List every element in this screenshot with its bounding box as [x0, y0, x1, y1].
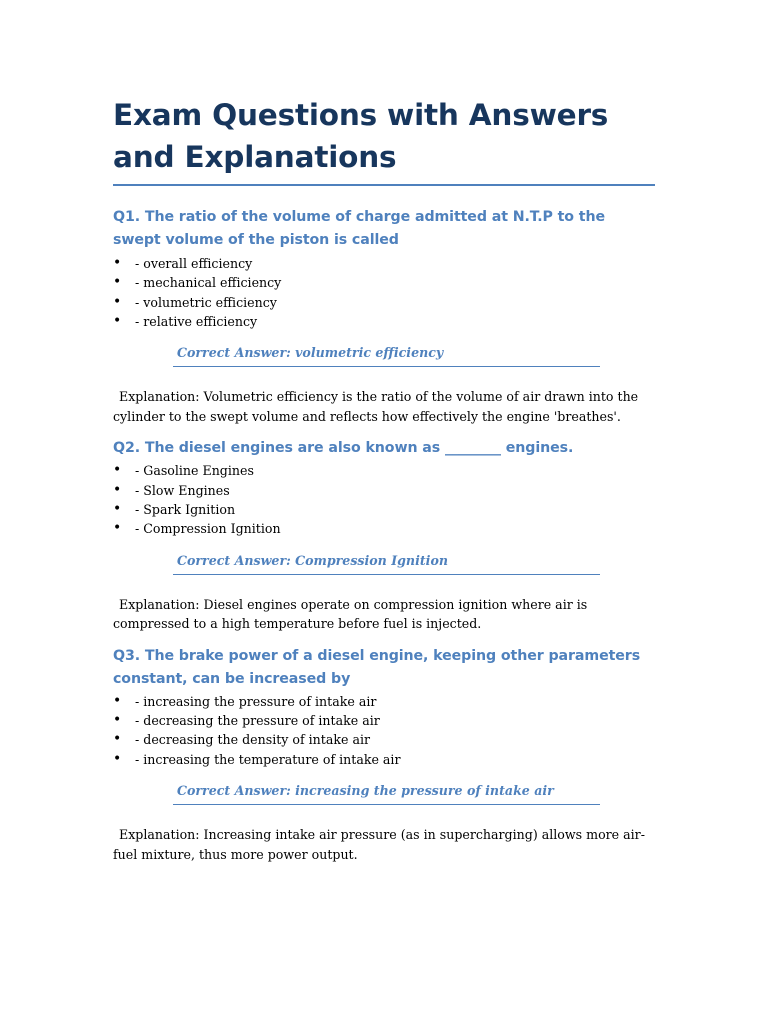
bullet-icon: • — [113, 462, 122, 479]
options-list — [113, 461, 655, 538]
option-item — [113, 312, 655, 331]
option-text: - Slow Engines — [135, 482, 230, 498]
question-2 — [113, 437, 655, 633]
bullet-icon: • — [113, 312, 122, 329]
bullet-icon: • — [113, 520, 122, 537]
question-1 — [113, 206, 655, 426]
explanation-text: Explanation: Diesel engines operate on compression ignition where air is compressed to a high temperature before fuel is injected. — [113, 596, 588, 632]
option-text: - decreasing the density of intake air — [135, 732, 370, 748]
option-item — [113, 750, 655, 769]
bullet-icon: • — [113, 293, 122, 310]
option-text: - Compression Ignition — [135, 521, 281, 537]
option-item — [113, 481, 655, 500]
explanation-text: Explanation: Increasing intake air pressure (as in supercharging) allows more air-fuel mixture, thus more power output. — [113, 826, 645, 862]
explanation-text: Explanation: Volumetric efficiency is the ratio of the volume of air drawn into the cylinder to the swept volume and reflects how effectively the engine 'breathes'. — [113, 389, 639, 424]
bullet-icon: • — [113, 274, 122, 291]
bullet-icon: • — [113, 255, 122, 271]
correct-answer: Correct Answer: Compression Ignition — [173, 539, 600, 575]
bullet-icon: • — [113, 481, 122, 498]
option-item — [113, 519, 655, 538]
correct-answer: Correct Answer: increasing the pressure of intake air — [173, 769, 600, 805]
option-item — [113, 730, 655, 749]
option-text: - volumetric efficiency — [135, 294, 277, 310]
option-item — [113, 692, 655, 711]
bullet-icon: • — [113, 731, 122, 748]
option-text: - overall efficiency — [135, 256, 253, 271]
option-item — [113, 273, 655, 292]
option-text: - increasing the pressure of intake air — [135, 693, 377, 709]
option-item — [113, 500, 655, 519]
document-page — [113, 94, 655, 864]
option-item — [113, 711, 655, 730]
option-item — [113, 461, 655, 480]
option-text: - decreasing the pressure of intake air — [135, 713, 380, 729]
bullet-icon: • — [113, 712, 122, 729]
option-text: - relative efficiency — [135, 313, 258, 329]
option-text: - Gasoline Engines — [135, 463, 254, 479]
bullet-icon: • — [113, 750, 122, 767]
option-text: - mechanical efficiency — [135, 275, 282, 291]
document-title: Exam Questions with Answers and Explanations — [113, 94, 655, 186]
option-item — [113, 254, 655, 273]
option-item — [113, 293, 655, 312]
option-text: - increasing the temperature of intake air — [135, 751, 401, 767]
correct-answer: Correct Answer: volumetric efficiency — [173, 331, 600, 367]
options-list — [113, 254, 655, 331]
question-3 — [113, 645, 655, 864]
option-text: - Spark Ignition — [135, 501, 236, 517]
question-heading: Q2. The diesel engines are also known as ________ engines. — [113, 440, 574, 457]
question-heading: Q3. The brake power of a diesel engine, keeping other parameters constant, can be increased by — [113, 647, 641, 687]
bullet-icon: • — [113, 500, 122, 517]
options-list — [113, 692, 655, 769]
bullet-icon: • — [113, 692, 122, 709]
question-heading: Q1. The ratio of the volume of charge admitted at N.T.P to the swept volume of the piston is called — [113, 209, 606, 248]
